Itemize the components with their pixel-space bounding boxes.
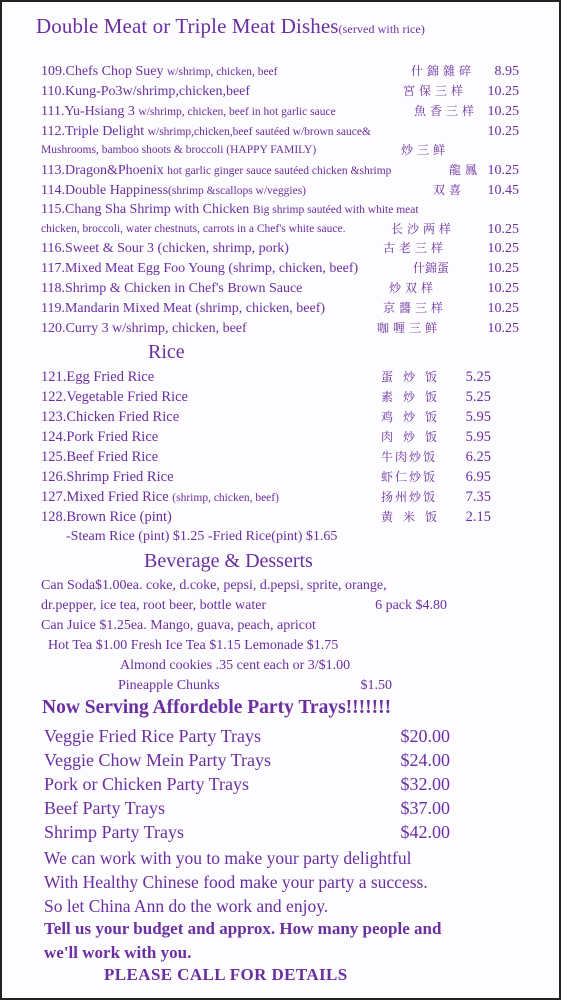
price: 10.25 (487, 163, 519, 178)
tea-line: Hot Tea $1.00 Fresh Ice Tea $1.15 Lemonade $1.75 (48, 638, 339, 653)
chinese-name: 古老三样 (383, 241, 448, 255)
chinese-name: 魚香三样 (414, 104, 479, 118)
chinese-name: 炒三鲜 (401, 143, 450, 157)
chinese-name: 炒双样 (389, 281, 438, 295)
party-tray-item: Veggie Chow Mein Party Trays $24.00 (44, 750, 450, 770)
party-tray-item: Pork or Chicken Party Trays $32.00 (44, 774, 450, 794)
soda-line: dr.pepper, ice tea, root beer, bottle water 6 pack $4.80 (41, 598, 447, 613)
dish-item: 116.Sweet & Sour 3 (chicken, shrimp, pork) 古老三样 10.25 (41, 241, 519, 256)
steam-rice-line: -Steam Rice (pint) $1.25 -Fried Rice(pint) $1.65 (66, 529, 338, 544)
dish-item: 109.Chefs Chop Suey w/shrimp, chicken, beef 什錦雜碎 8.95 (41, 64, 519, 79)
dish-item: 113.Dragon&Phoenix hot garlic ginger sauce sautéed chicken &shrimp 龍鳳 10.25 (41, 163, 519, 178)
price: 10.25 (487, 261, 519, 276)
price: 10.25 (487, 222, 519, 237)
party-tray-item: Shrimp Party Trays $42.00 (44, 822, 450, 842)
dish-item: 115.Chang Sha Shrimp with Chicken Big shrimp sautéed with white meat (41, 202, 419, 217)
rice-item: 122.Vegetable Fried Rice 素炒饭 5.25 (41, 389, 491, 405)
party-tray-item: Beef Party Trays $37.00 (44, 798, 450, 818)
price: 10.25 (487, 321, 519, 336)
dish-description-continued: Mushrooms, bamboo shoots & broccoli (HAPPY FAMILY) 炒三鲜 (41, 143, 450, 157)
rice-item: 128.Brown Rice (pint) 黄米饭 2.15 (41, 509, 491, 525)
price: 10.25 (487, 241, 519, 256)
dish-item: 111.Yu-Hsiang 3 w/shrimp, chicken, beef in hot garlic sauce 魚香三样 10.25 (41, 104, 519, 119)
party-tray-item: Veggie Fried Rice Party Trays $20.00 (44, 726, 450, 746)
budget-line: Tell us your budget and approx. How many people and (44, 919, 442, 938)
chinese-name: 长沙两样 (391, 222, 456, 236)
promo-line: We can work with you to make your party delightful (44, 848, 412, 868)
dish-item: 120.Curry 3 w/shrimp, chicken, beef 咖喱三鲜 10.25 (41, 321, 519, 336)
price: 10.45 (487, 183, 519, 198)
price: 10.25 (487, 301, 519, 316)
title-subtitle: (served with rice) (338, 22, 425, 36)
chinese-name: 什錦蛋 (413, 261, 450, 275)
call-for-details: PLEASE CALL FOR DETAILS (104, 965, 348, 984)
price: 10.25 (487, 84, 519, 99)
budget-line: we'll work with you. (44, 943, 192, 962)
chinese-name: 什錦雜碎 (411, 64, 476, 78)
chinese-name: 咖喱三鲜 (377, 321, 442, 335)
dish-item: 114.Double Happiness(shrimp &scallops w/veggies) 双喜 10.45 (41, 183, 519, 198)
rice-item: 126.Shrimp Fried Rice 虾仁炒饭 6.95 (41, 469, 491, 485)
chinese-name: 双喜 (433, 183, 466, 197)
rice-item: 125.Beef Fried Rice 牛肉炒饭 6.25 (41, 449, 491, 465)
rice-item: 127.Mixed Fried Rice (shrimp, chicken, beef) 扬州炒饭 7.35 (41, 489, 491, 505)
price: 10.25 (487, 281, 519, 296)
promo-line: With Healthy Chinese food make your party a success. (44, 872, 428, 892)
soda-line: Can Soda$1.00ea. coke, d.coke, pepsi, d.pepsi, sprite, orange, (41, 578, 387, 593)
dish-description-continued: chicken, broccoli, water chestnuts, carrots in a Chef's white sauce. 长沙两样 10.25 (41, 222, 519, 237)
rice-heading: Rice (148, 341, 185, 363)
dish-item: 119.Mandarin Mixed Meat (shrimp, chicken, beef) 京醬三样 10.25 (41, 301, 519, 316)
cookies-line: Almond cookies .35 cent each or 3/$1.00 (120, 658, 351, 673)
promo-line: So let China Ann do the work and enjoy. (44, 896, 329, 916)
beverage-heading: Beverage & Desserts (144, 550, 313, 572)
rice-item: 123.Chicken Fried Rice 鸡炒饭 5.95 (41, 409, 491, 425)
pineapple-line: Pineapple Chunks $1.50 (118, 678, 392, 693)
chinese-name: 宮保三样 (403, 84, 468, 98)
dish-item: 112.Triple Delight w/shrimp,chicken,beef sautéed w/brown sauce& 10.25 (41, 124, 519, 139)
party-headline: Now Serving Affordeble Party Trays!!!!!!! (42, 697, 392, 718)
title-text: Double Meat or Triple Meat Dishes (36, 14, 339, 38)
chinese-name: 京醬三样 (383, 301, 448, 315)
six-pack-price: 6 pack $4.80 (375, 598, 447, 613)
rice-item: 124.Pork Fried Rice 肉炒饭 5.95 (41, 429, 491, 445)
juice-line: Can Juice $1.25ea. Mango, guava, peach, apricot (41, 618, 316, 633)
page-title (36, 14, 425, 39)
price: 8.95 (494, 64, 519, 79)
dish-item: 118.Shrimp & Chicken in Chef's Brown Sauce 炒双样 10.25 (41, 281, 519, 296)
dish-item: 117.Mixed Meat Egg Foo Young (shrimp, chicken, beef) 什錦蛋 10.25 (41, 261, 519, 276)
dish-item: 110.Kung-Po3w/shrimp,chicken,beef 宮保三样 10.25 (41, 84, 519, 99)
price: $1.50 (360, 678, 392, 693)
price: 10.25 (487, 124, 519, 139)
price: 10.25 (487, 104, 519, 119)
rice-item: 121.Egg Fried Rice 蛋炒饭 5.25 (41, 369, 491, 385)
chinese-name: 龍鳳 (449, 163, 482, 177)
